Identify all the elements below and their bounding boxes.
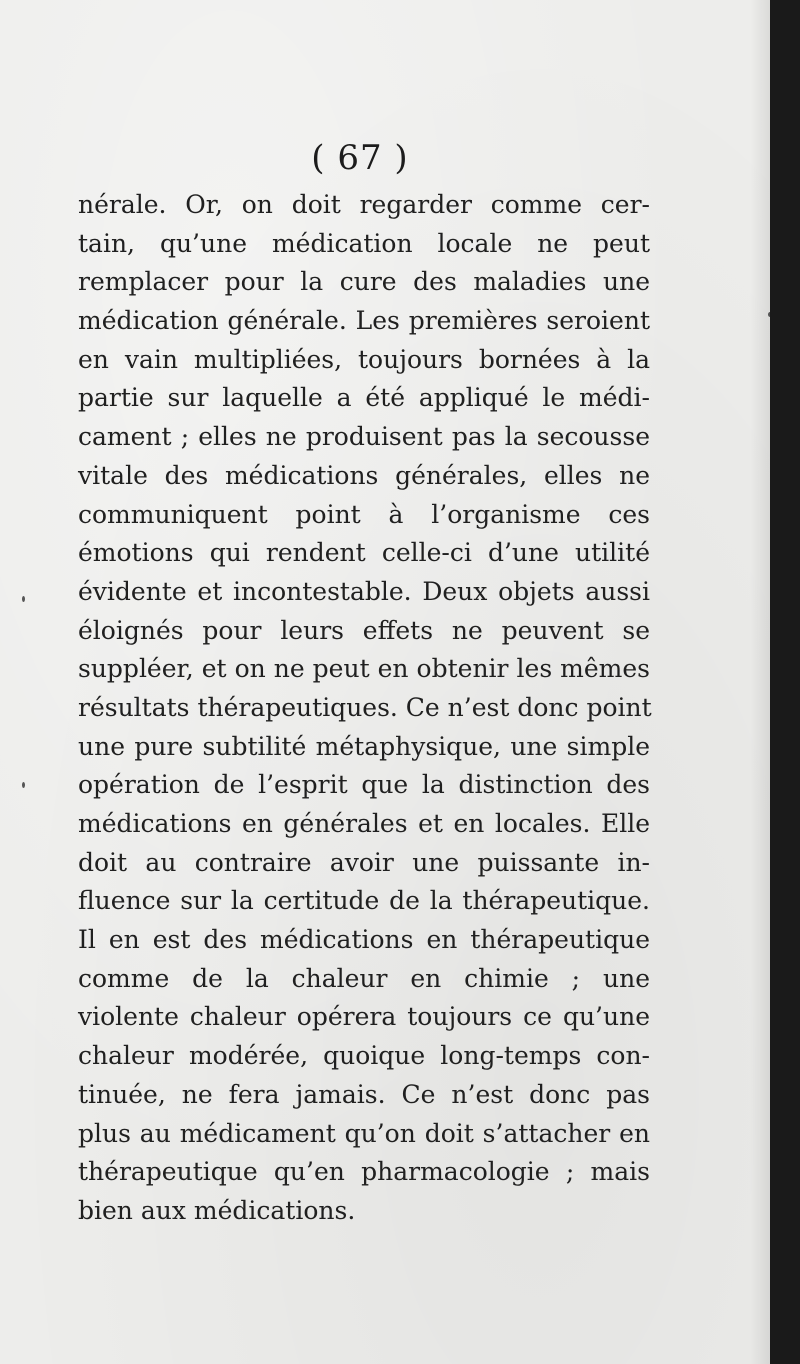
text-line: comme de la chaleur en chimie ; une (78, 963, 650, 993)
text-line: évidente et incontestable. Deux objets aussi (78, 576, 650, 606)
text-line: Il en est des médications en thérapeutique (78, 925, 650, 955)
text-line: nérale. Or, on doit regarder comme cer- (78, 190, 650, 219)
text-line: vitale des médications générales, elles ne (78, 460, 650, 490)
text-line: tinuée, ne fera jamais. Ce n’est donc pas (78, 1079, 650, 1109)
text-line: médications en générales et en locales. Elle (78, 809, 650, 838)
page-edge-shadow (750, 0, 770, 1364)
text-line: éloignés pour leurs effets ne peuvent se (78, 615, 650, 645)
text-line: médication générale. Les premières seroient (78, 306, 650, 336)
text-line: tain, qu’une médication locale ne peut (78, 228, 650, 258)
text-line: en vain multipliées, toujours bornées à la (78, 344, 650, 374)
text-line: thérapeutique qu’en pharmacologie ; mais (78, 1157, 650, 1187)
text-line: une pure subtilité métaphysique, une simple (78, 731, 650, 761)
page-number: ( 67 ) (311, 138, 409, 178)
text-line: violente chaleur opérera toujours ce qu’une (78, 1002, 650, 1032)
text-line: remplacer pour la cure des maladies une (78, 267, 650, 297)
text-line: bien aux médications. (78, 1195, 356, 1225)
body-text (78, 186, 650, 1231)
text-line: suppléer, et on ne peut en obtenir les mêmes (78, 654, 650, 684)
text-line: opération de l’esprit que la distinction des (78, 770, 650, 800)
text-line: fluence sur la certitude de la thérapeutique. (78, 886, 650, 916)
text-line: cament ; elles ne produisent pas la secousse (78, 422, 650, 452)
paper-speck (22, 596, 25, 602)
text-line: émotions qui rendent celle-ci d’une utilité (78, 538, 650, 568)
text-line: chaleur modérée, quoique long-temps con- (78, 1041, 650, 1071)
text-line: partie sur laquelle a été appliqué le médi- (78, 383, 650, 413)
text-line: communiquent point à l’organisme ces (78, 499, 650, 529)
text-line: plus au médicament qu’on doit s’attacher en (78, 1118, 650, 1148)
text-line: résultats thérapeutiques. Ce n’est donc point (78, 692, 652, 722)
paper-speck (22, 782, 25, 788)
text-line: doit au contraire avoir une puissante in- (78, 847, 650, 877)
paper-speck (768, 312, 770, 317)
